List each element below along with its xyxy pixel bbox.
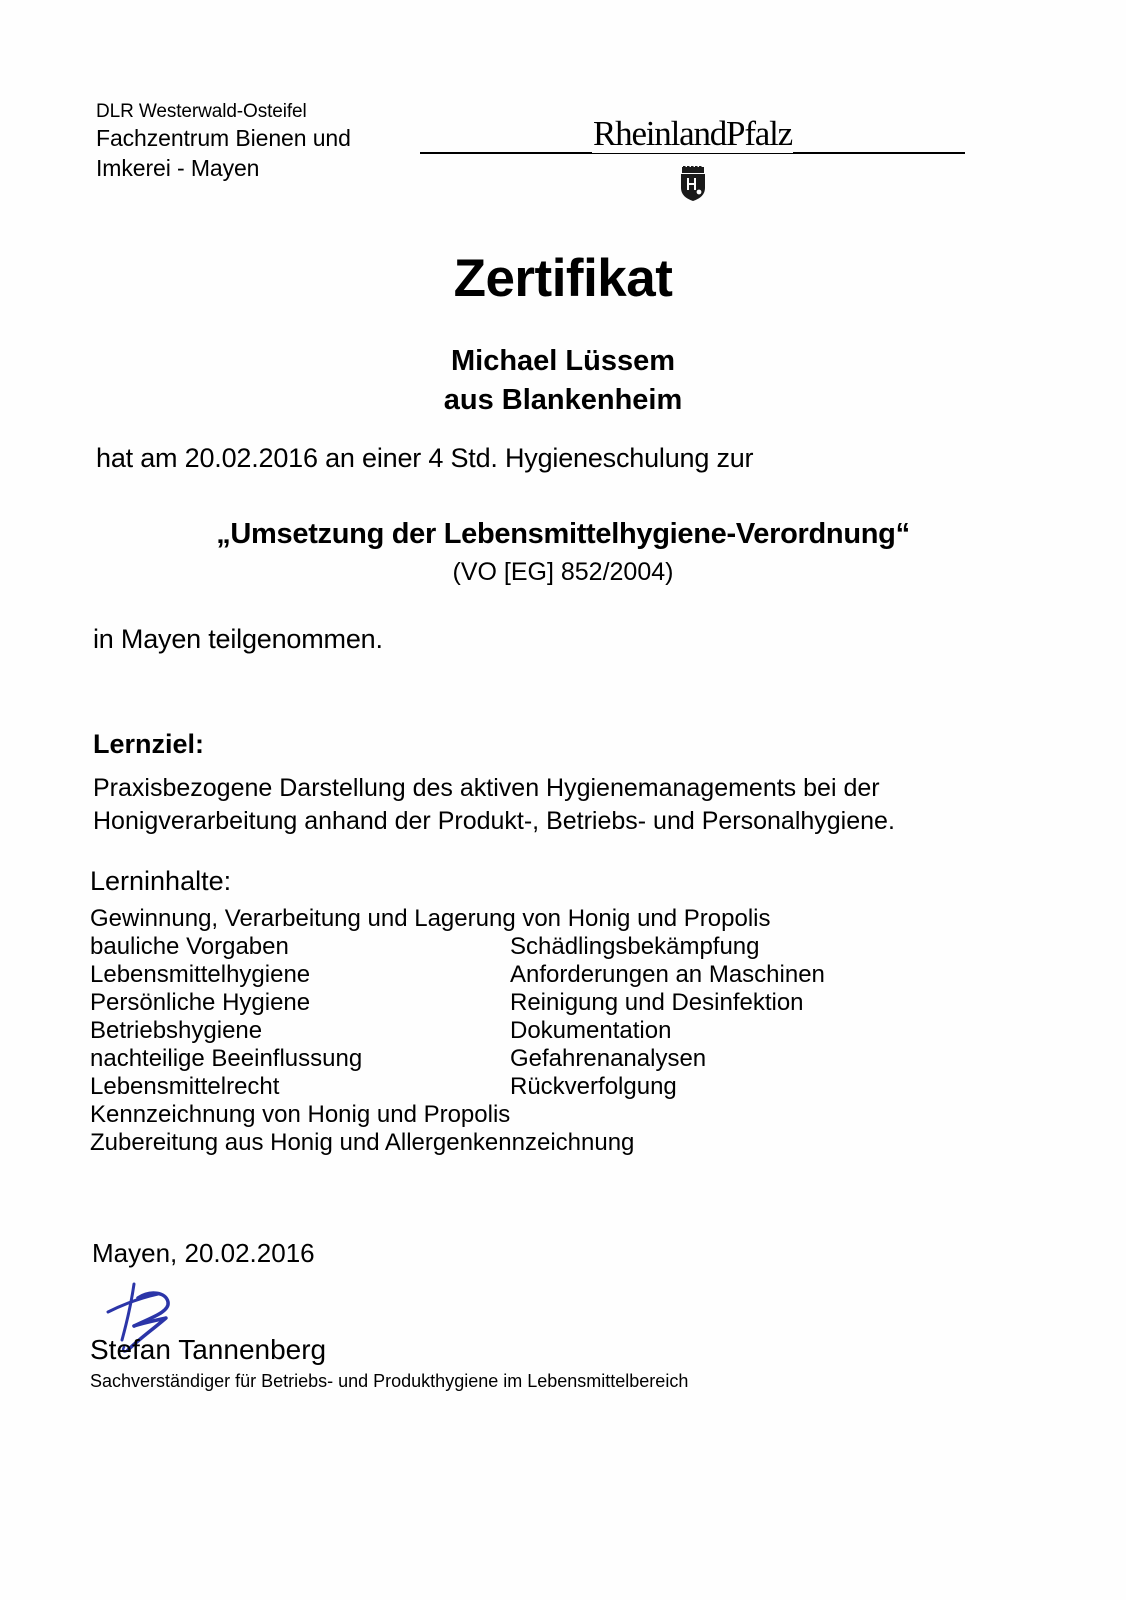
- recipient-name: Michael Lüssem: [450, 345, 676, 377]
- list-item: [90, 1045, 990, 1073]
- list-item: Zubereitung aus Honig und Allergenkennzeichnung: [90, 1129, 635, 1156]
- list-item-left: nachteilige Beeinflussung: [90, 1045, 363, 1072]
- list-item: [90, 989, 990, 1017]
- state-name-text: RheinlandPfalz: [593, 114, 792, 153]
- participation-line: in Mayen teilgenommen.: [93, 624, 383, 654]
- list-item: Kennzeichnung von Honig und Propolis: [90, 1101, 511, 1128]
- attendance-intro-line: hat am 20.02.2016 an einer 4 Std. Hygieneschulung zur: [96, 443, 754, 473]
- recipient-origin: aus Blankenheim: [443, 383, 683, 416]
- list-item: [90, 961, 990, 989]
- list-item-right: Schädlingsbekämpfung: [510, 933, 760, 960]
- list-item-left: Lebensmittelhygiene: [90, 961, 311, 988]
- course-regulation-reference: (VO [EG] 852/2004): [452, 558, 674, 586]
- list-item-left: Persönliche Hygiene: [90, 989, 311, 1016]
- signer-role: Sachverständiger für Betriebs- und Produkthygiene im Lebensmittelbereich: [90, 1371, 689, 1391]
- organization-line-1: DLR Westerwald-Osteifel: [96, 101, 307, 122]
- list-item-right: Anforderungen an Maschinen: [510, 961, 825, 988]
- list-item-left: Betriebshygiene: [90, 1017, 263, 1044]
- list-item-right: Rückverfolgung: [510, 1073, 677, 1100]
- list-item: [90, 1017, 990, 1045]
- issuing-organization: [96, 100, 351, 183]
- list-item-left: bauliche Vorgaben: [90, 933, 289, 960]
- learning-contents-heading: Lerninhalte:: [90, 866, 232, 896]
- signature-place-date: Mayen, 20.02.2016: [92, 1238, 315, 1268]
- state-name: [420, 116, 965, 151]
- organization-line-3: Imkerei - Mayen: [96, 154, 260, 181]
- certificate-title: Zertifikat: [453, 249, 673, 308]
- list-item-right: Gefahrenanalysen: [510, 1045, 707, 1072]
- learning-contents-list: [90, 905, 990, 1157]
- state-logo: [420, 116, 965, 206]
- list-item-right: Reinigung und Desinfektion: [510, 989, 804, 1016]
- signer-name: Stefan Tannenberg: [90, 1334, 327, 1365]
- list-item: Gewinnung, Verarbeitung und Lagerung von Honig und Propolis: [90, 905, 771, 932]
- recipient-block: [0, 342, 1126, 419]
- organization-line-2: Fachzentrum Bienen und: [96, 125, 351, 152]
- list-item-right: Dokumentation: [510, 1017, 672, 1044]
- course-title: „Umsetzung der Lebensmittelhygiene-Verordnung“: [216, 518, 910, 550]
- list-item-left: Lebensmittelrecht: [90, 1073, 280, 1100]
- document-header: [0, 100, 1126, 210]
- list-item: [90, 1073, 990, 1101]
- list-item: [90, 933, 990, 961]
- coat-of-arms-icon: [678, 166, 708, 202]
- learning-goal-heading: Lernziel:: [93, 729, 205, 759]
- learning-goal-text: Praxisbezogene Darstellung des aktiven Hygienemanagements bei der Honigverarbeitung anhand der Produkt-, Betriebs- und Personalhygiene.: [93, 774, 895, 835]
